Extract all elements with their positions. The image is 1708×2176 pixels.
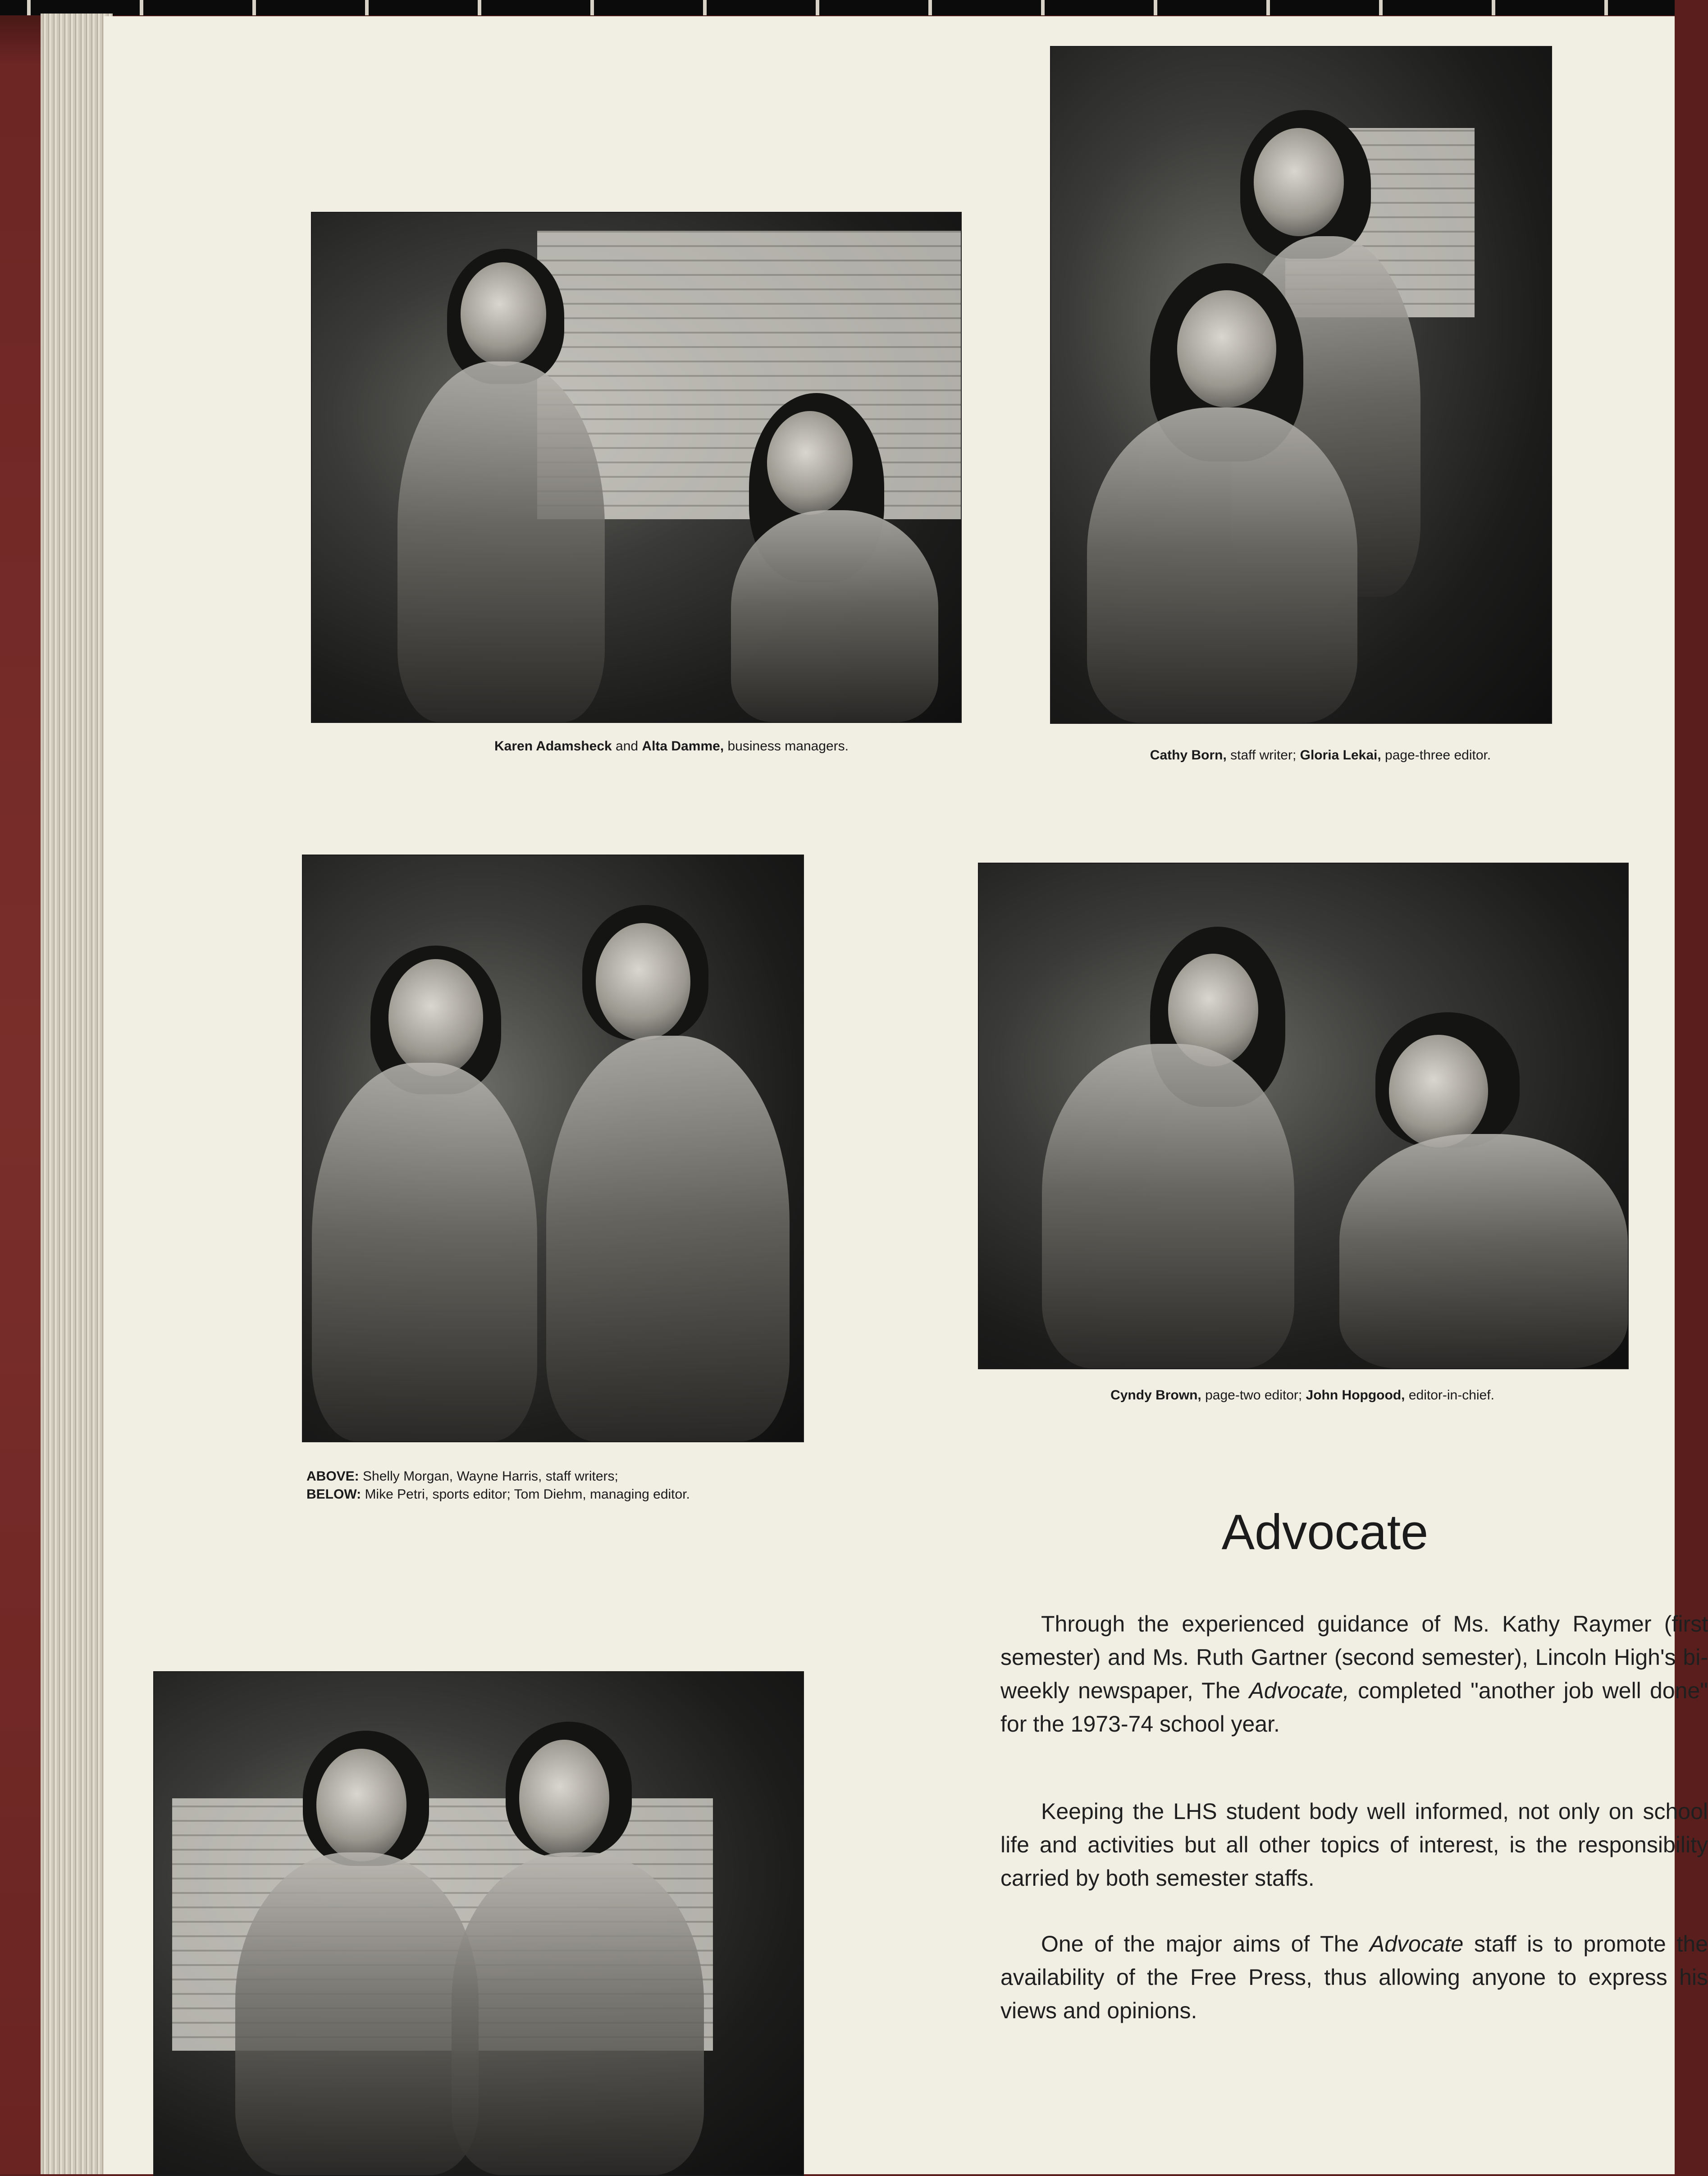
figure-head — [519, 1740, 609, 1857]
caption-brown-hopgood: Cyndy Brown, page-two editor; John Hopgood, editor-in-chief. — [1110, 1388, 1494, 1403]
figure-body — [1042, 1044, 1294, 1368]
caption-business-managers: Karen Adamsheck and Alta Damme, business managers. — [494, 739, 849, 754]
article-paragraph-2: Keeping the LHS student body well informed, not only on school life and activities but all other topics of interest, is the responsibility carried by both semester staffs. — [1000, 1799, 1708, 1891]
yearbook-page — [104, 16, 1708, 2174]
figure-body — [731, 510, 938, 722]
bulletin-board — [537, 231, 961, 519]
figure-head — [388, 959, 483, 1076]
figure-head — [596, 923, 690, 1040]
article-paragraph-1: Through the experienced guidance of Ms. Kathy Raymer (first semester) and Ms. Ruth Gartner (second semester), Lincoln High's bi-weekly newspaper, The Advocate, completed "another job well done" for the 1973-74 school year. — [1000, 1611, 1708, 1737]
photo-born-lekai — [1050, 46, 1552, 724]
photo-petri-diehm — [153, 1671, 804, 2176]
caption-born-lekai: Cathy Born, staff writer; Gloria Lekai, page-three editor. — [1150, 748, 1491, 763]
photo-morgan-harris — [302, 855, 804, 1442]
figure-body — [1087, 407, 1357, 723]
figure-head — [316, 1749, 406, 1861]
caption-morgan-harris: ABOVE: Shelly Morgan, Wayne Harris, staff writers; BELOW: Mike Petri, sports editor; Tom Diehm, managing editor. — [306, 1469, 690, 1502]
page-edges — [41, 14, 113, 2174]
photo-business-managers — [311, 212, 962, 723]
figure-body — [1339, 1134, 1628, 1368]
figure-head — [461, 262, 546, 366]
figure-head — [1389, 1035, 1488, 1147]
article-paragraph-3: One of the major aims of The Advocate staff is to promote the availability of the Free Press, thus allowing anyone to express his views and opinions. — [1000, 1931, 1708, 2023]
figure-body — [397, 361, 605, 722]
article-title: Advocate — [1221, 1504, 1429, 1560]
figure-head — [1254, 128, 1344, 236]
photo-brown-hopgood — [978, 863, 1629, 1369]
figure-body — [312, 1063, 537, 1441]
figure-body — [235, 1852, 479, 2175]
figure-body — [546, 1036, 790, 1441]
figure-head — [1177, 290, 1276, 407]
figure-body — [452, 1852, 704, 2175]
figure-head — [767, 411, 853, 515]
